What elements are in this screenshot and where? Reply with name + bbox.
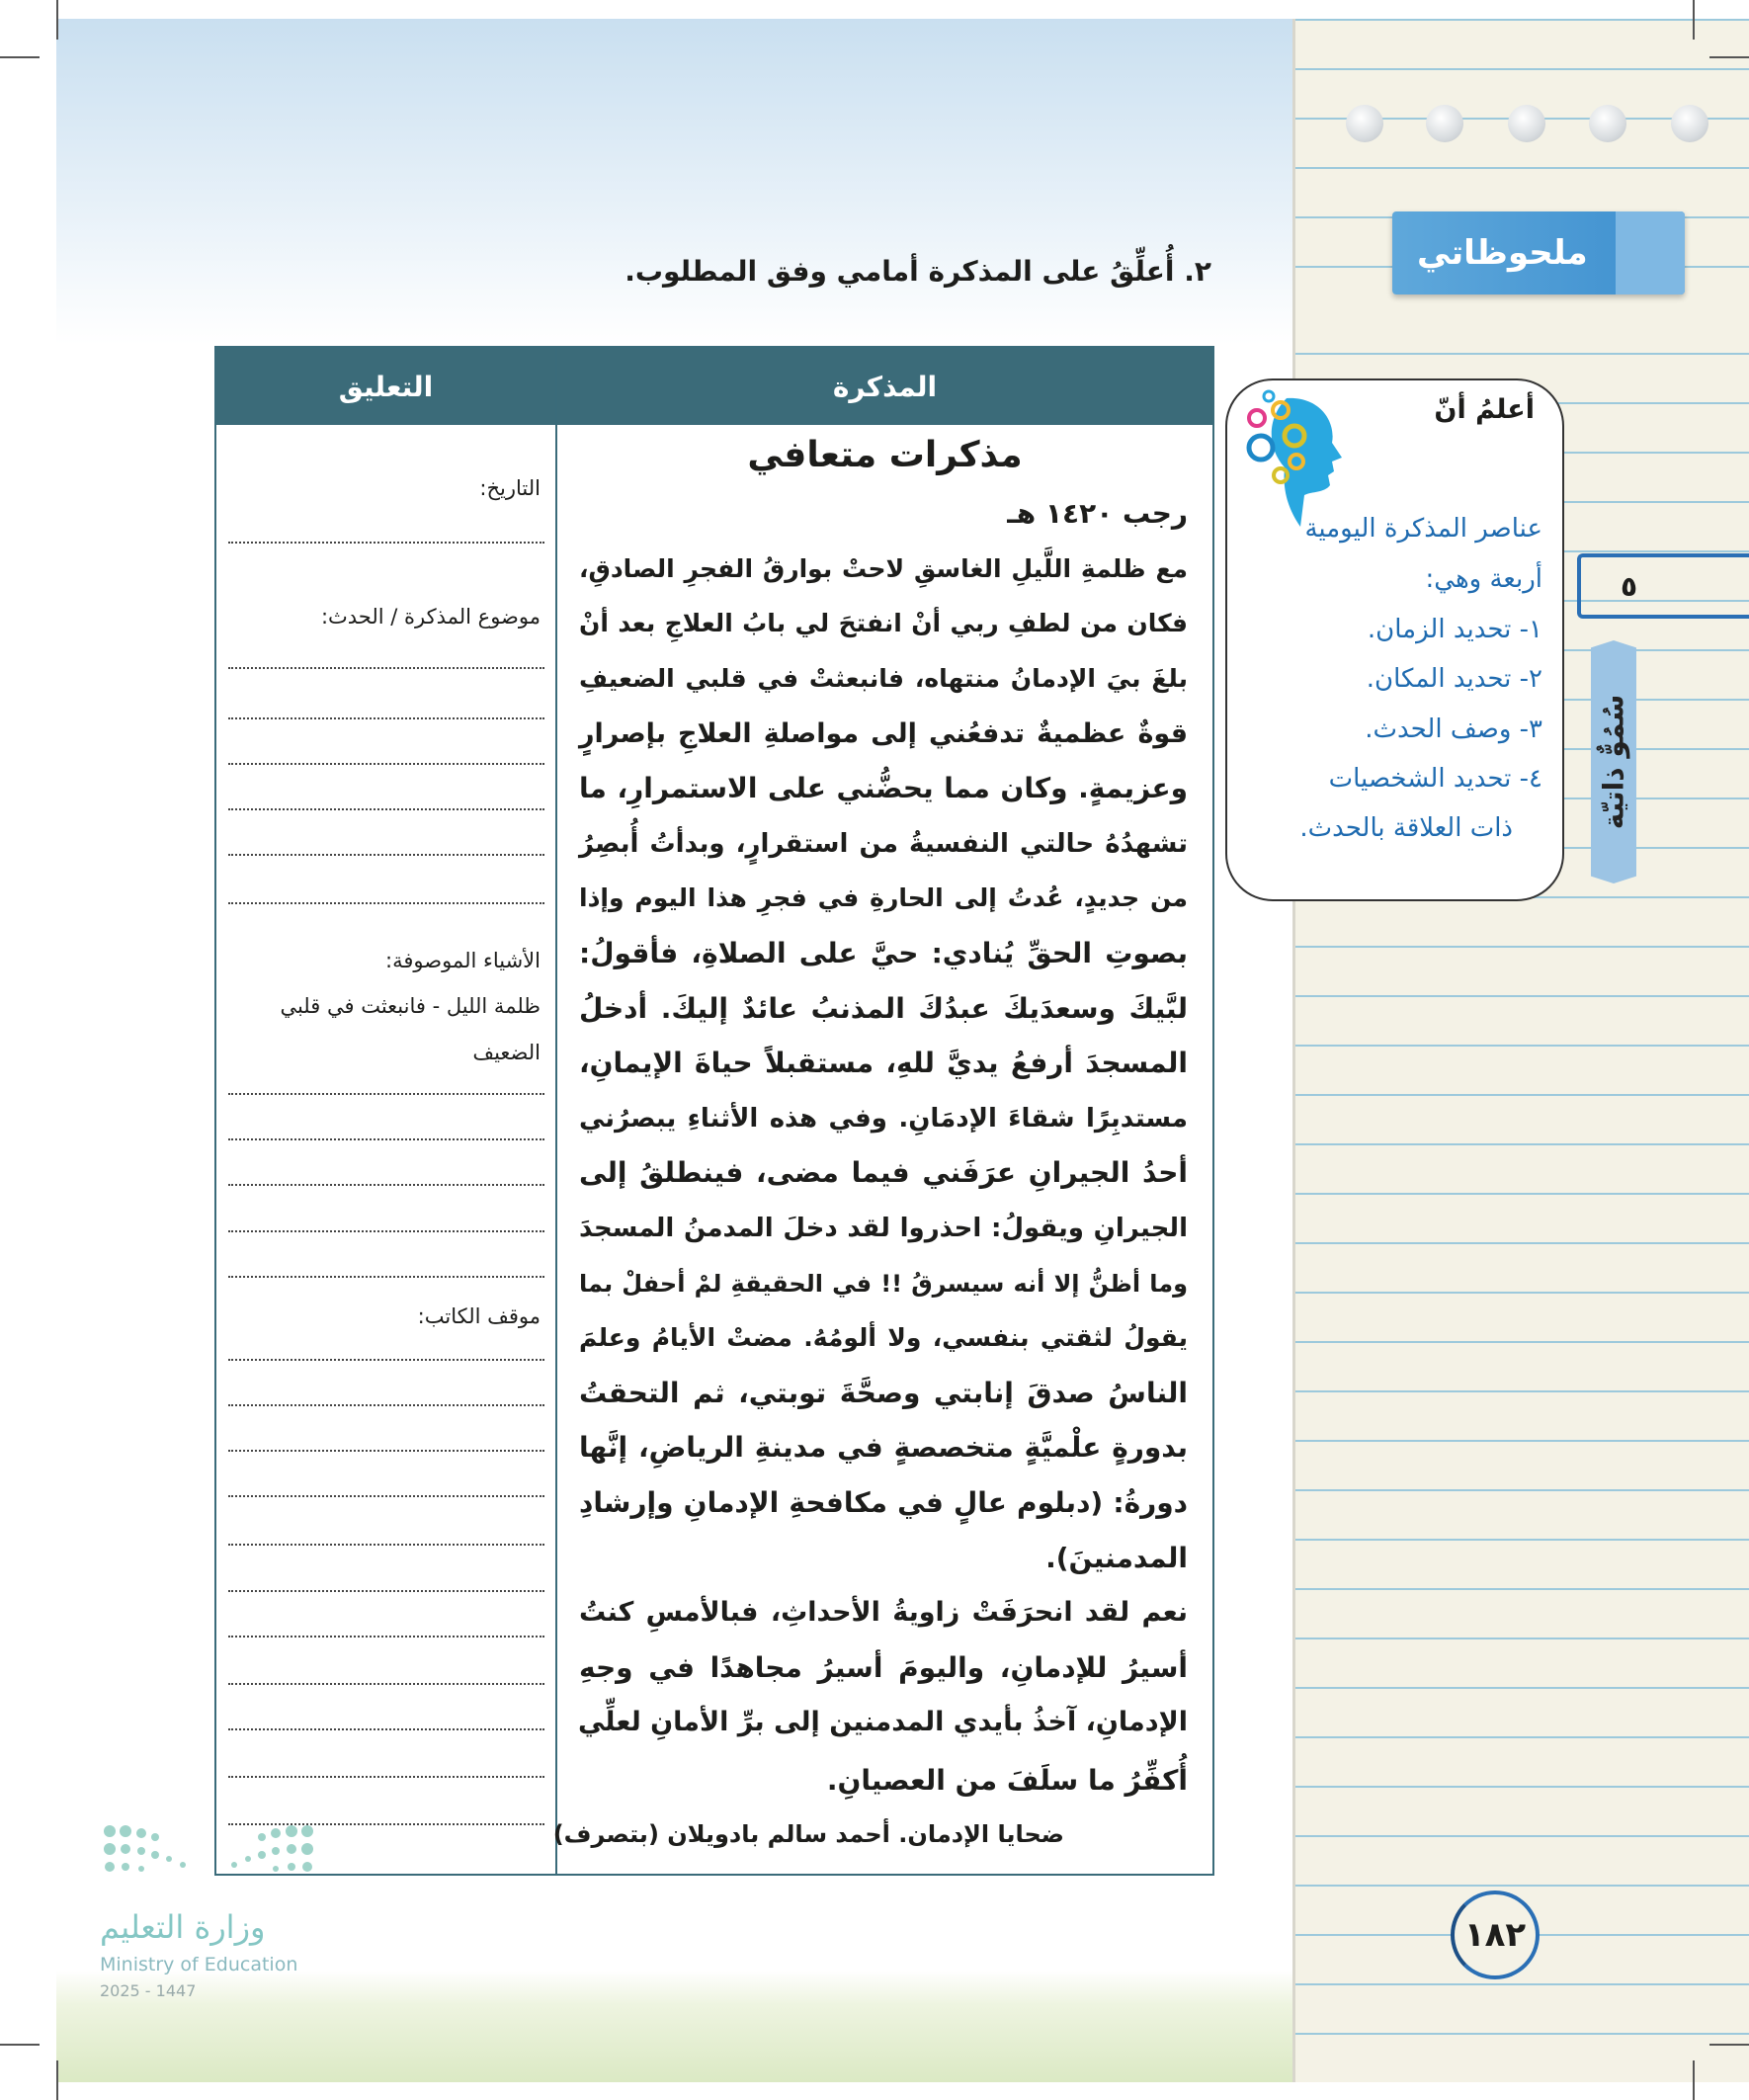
unit-number-tab	[1577, 553, 1749, 619]
unit-title: سُمُوٌّ ذاتيّة	[1597, 694, 1630, 830]
answer-line[interactable]	[228, 1636, 544, 1638]
ministry-logo	[100, 1821, 317, 2009]
binder-hole	[1589, 105, 1626, 142]
answer-line[interactable]	[228, 1776, 544, 1778]
head-gears-icon	[1237, 388, 1346, 527]
memo-line: قوةٌ عظميةٌ تدفعُني إلى مواصلةِ العلاجِ بإصرارٍ	[579, 718, 1188, 749]
memo-line: بلغَ بيَ الإدمانُ منتهاه، فانبعثتْ في قلبي الضعيفِ	[579, 664, 1188, 693]
label-writer-position: موقف الكاتب:	[417, 1304, 541, 1328]
memo-line: تشهدُهُ حالتي النفسيةُ من استقرارٍ، وبدأتُ أُبصِرُ	[579, 829, 1188, 859]
crop-mark	[0, 56, 40, 58]
answer-line[interactable]	[228, 1544, 544, 1546]
answer-line[interactable]	[228, 1683, 544, 1685]
info-box	[1225, 378, 1564, 901]
instruction-text: ٢. أُعلِّقُ على المذكرة أمامي وفق المطلوب.	[625, 255, 1211, 288]
memo-line: دورةُ: (دبلوم عالٍ في مكافحةِ الإدمانِ وإرشادِ	[579, 1486, 1188, 1519]
binder-hole	[1671, 105, 1708, 142]
answer-line[interactable]	[228, 1495, 544, 1497]
notes-tab-label: ملحوظاتي	[1417, 233, 1588, 273]
answer-line[interactable]	[228, 854, 544, 856]
table-header	[216, 348, 1212, 425]
crop-mark	[56, 0, 58, 40]
logo-english: Ministry of Education	[100, 1954, 298, 1975]
answer-line[interactable]	[228, 667, 544, 669]
answer-line[interactable]	[228, 763, 544, 765]
memo-line: مع ظلمةِ اللَّيلِ الغاسقِ لاحتْ بوارقُ الفجرِ الصادقِ،	[579, 554, 1188, 583]
page-number	[1451, 1890, 1540, 1979]
memo-line: لبَّيكَ وسعدَيكَ عبدُكَ المذنبُ عائدٌ إليكَ. أدخلُ	[579, 992, 1188, 1025]
memo-line: أحدُ الجيرانِ عرَفَني فيما مضى، فينطلقُ إلى	[579, 1156, 1188, 1189]
answer-line[interactable]	[228, 902, 544, 904]
memo-line: فكان من لطفِ ربي أنْ انفتحَ لي بابُ العلاجِ بعد أنْ	[579, 609, 1188, 637]
memo-line: أُكفِّرُ ما سلَفَ من العصيانِ.	[826, 1764, 1188, 1797]
info-item: ٤- تحديد الشخصيات	[1328, 764, 1542, 794]
answer-line[interactable]	[228, 717, 544, 719]
notebook-strip	[1292, 19, 1749, 2082]
label-date: التاريخ:	[479, 476, 541, 500]
label-topic: موضوع المذكرة / الحدث:	[320, 605, 541, 629]
logo-dots-icon	[100, 1821, 317, 1900]
memo-line: بصوتِ الحقِّ يُنادي: حيَّ على الصلاةِ، فأقولُ:	[579, 937, 1188, 969]
memo-line: وما أظنُّ إلا أنه سيسرقُ !! في الحقيقةِ لمْ أحفلْ بما	[579, 1270, 1188, 1298]
answer-line[interactable]	[228, 1359, 544, 1361]
binder-hole	[1508, 105, 1545, 142]
crop-mark	[1693, 0, 1695, 40]
memo-line: يقولُ لثقتي بنفسي، ولا ألومُهُ. مضتْ الأيامُ وعلمَ	[579, 1323, 1188, 1352]
column-divider	[555, 348, 557, 1874]
memo-line: من جديدٍ، عُدتُ إلى الحارةِ في فجرِ هذا اليوم وإذا	[579, 883, 1188, 912]
info-intro: عناصر المذكرة اليومية	[1304, 514, 1542, 544]
memo-line: رجب ١٤٢٠ هـ	[1007, 497, 1188, 530]
label-described: الأشياء الموصوفة:	[385, 949, 541, 972]
memo-title: مذكرات متعافي	[747, 435, 1023, 475]
crop-mark	[1693, 2060, 1695, 2100]
answer-line[interactable]	[228, 1230, 544, 1232]
crop-mark	[1709, 56, 1749, 58]
answer-line[interactable]	[228, 1404, 544, 1406]
memo-table	[214, 346, 1214, 1876]
memo-line: الناسُ صدقَ إنابتي وصحَّةَ توبتي، ثم التحقتُ	[579, 1377, 1188, 1409]
answer-line[interactable]	[228, 808, 544, 810]
described-answer: ظلمة الليل - فانبعثت في قلبي	[280, 994, 541, 1018]
answer-line[interactable]	[228, 1276, 544, 1278]
info-box-title: أعلمُ أنّ	[1434, 394, 1535, 425]
notes-tab-accent	[1616, 211, 1685, 294]
memo-line: وعزيمةٍ. وكان مما يحضُّني على الاستمرارِ، ما	[579, 772, 1188, 804]
answer-line[interactable]	[228, 1590, 544, 1592]
answer-line[interactable]	[228, 1184, 544, 1186]
memo-line: الإدمانِ، آخذُ بأيدي المدمنين إلى برِّ الأمانِ لعلِّي	[577, 1707, 1188, 1737]
crop-mark	[56, 2060, 58, 2100]
answer-line[interactable]	[228, 1728, 544, 1730]
page-number-text: ١٨٢	[1463, 1915, 1527, 1955]
memo-line: الجيرانِ ويقولُ: احذروا لقد دخلَ المدمنُ المسجدَ	[579, 1214, 1188, 1243]
crop-mark	[1709, 2044, 1749, 2046]
info-item: ذات العلاقة بالحدث.	[1299, 813, 1513, 843]
info-item: ١- تحديد الزمان.	[1367, 615, 1542, 644]
notes-tab	[1392, 211, 1685, 294]
memo-line: المسجدَ أرفعُ يديَّ للهِ، مستقبلاً حياةَ الإيمانِ،	[579, 1047, 1188, 1079]
header-memo: المذكرة	[832, 370, 938, 403]
answer-line[interactable]	[228, 1450, 544, 1452]
memo-line: بدورةٍ علْميَّةٍ متخصصةٍ في مدينةِ الرياضِ، إنَّها	[579, 1431, 1188, 1464]
logo-arabic: وزارة التعليم	[100, 1908, 266, 1946]
crop-mark	[0, 2044, 40, 2046]
described-answer: الضعيف	[472, 1041, 541, 1064]
memo-line: مستدبِرًا شقاءَ الإدمَانِ. وفي هذه الأثناءِ يبصرُني	[579, 1104, 1188, 1134]
header-comment: التعليق	[338, 370, 434, 403]
answer-line[interactable]	[228, 1093, 544, 1095]
info-intro: أربعة وهي:	[1425, 564, 1542, 594]
unit-number: ٥	[1621, 569, 1638, 603]
memo-line: أسيرُ للإدمانِ، واليومَ أسيرُ مجاهدًا في وجهِ	[579, 1651, 1188, 1684]
info-item: ٣- وصف الحدث.	[1365, 714, 1542, 744]
answer-line[interactable]	[228, 542, 544, 544]
info-item: ٢- تحديد المكان.	[1366, 664, 1542, 694]
answer-line[interactable]	[228, 1138, 544, 1140]
binder-hole	[1426, 105, 1463, 142]
logo-year: 2025 - 1447	[100, 1981, 197, 2000]
memo-line: نعم لقد انحرَفَتْ زاويةُ الأحداثِ، فبالأمسِ كنتُ	[579, 1597, 1188, 1628]
memo-attribution: ضحايا الإدمان. أحمد سالم بادويلان (بتصرف)	[552, 1820, 1064, 1848]
binder-hole	[1346, 105, 1383, 142]
memo-line: المدمنينَ).	[1045, 1542, 1188, 1574]
